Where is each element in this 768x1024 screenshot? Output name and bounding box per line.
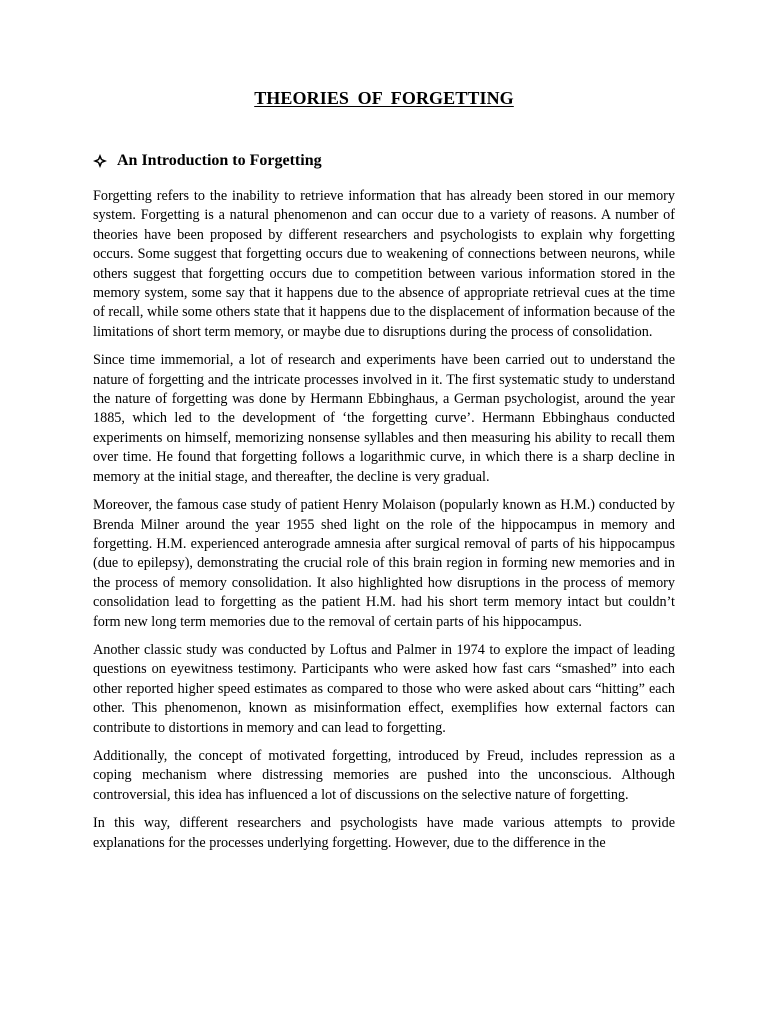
paragraph-intro: Forgetting refers to the inability to retrieve information that has already been stored in our memory system. Forgetting is a natural phenomenon and can occur due to a variety of reasons. A number of theories have been proposed by different researchers and psychologists to explain why forgetting occurs. Some suggest that forgetting occurs due to weakening of connections between neurons, while others suggest that forgetting occurs due to competition between various information stored in the memory system, some say that it happens due to the absence of appropriate retrieval cues at the time of recall, while some others state that it happens due to the displacement of information because of the limitations of short term memory, or maybe due to disruptions during the process of consolidation.	[93, 188, 675, 340]
section-heading-text: An Introduction to Forgetting	[117, 152, 322, 169]
document-body	[93, 187, 675, 862]
paragraph-conclusion: In this way, different researchers and psychologists have made various attempts to provide explanations for the processes underlying forgetting. However, due to the difference in the	[93, 815, 675, 851]
diamond-bullet-icon	[93, 154, 107, 168]
paragraph-loftus-palmer: Another classic study was conducted by Loftus and Palmer in 1974 to explore the impact of leading questions on eyewitness testimony. Participants who were asked how fast cars “smashed” into each other reported higher speed estimates as compared to those who were asked about cars “hitting” each other. This phenomenon, known as misinformation effect, exemplifies how external factors can contribute to distortions in memory and can lead to forgetting.	[93, 641, 675, 736]
document-title: THEORIES OF FORGETTING	[254, 88, 514, 108]
paragraph-molaison: Moreover, the famous case study of patient Henry Molaison (popularly known as H.M.) conducted by Brenda Milner around the year 1955 shed light on the role of the hippocampus in memory and forgetting. H.M. experienced anterograde amnesia after surgical removal of parts of his hippocampus (due to epilepsy), demonstrating the crucial role of this brain region in forming new memories and in the process of memory consolidation. It also highlighted how disruptions in the process of memory consolidation lead to forgetting as the patient H.M. had his short term memory intact but couldn’t form new long term memories due to the removal of certain parts of his hippocampus.	[93, 497, 675, 630]
paragraph-ebbinghaus: Since time immemorial, a lot of research and experiments have been carried out to understand the nature of forgetting and the intricate processes involved in it. The first systematic study to understand the nature of forgetting was done by Hermann Ebbinghaus, a German psychologist, around the year 1885, which led to the development of ‘the forgetting curve’. Hermann Ebbinghaus conducted experiments on himself, memorizing nonsense syllables and then measuring his ability to recall them over time. He found that forgetting follows a logarithmic curve, in which there is a sharp decline in memory at the initial stage, and thereafter, the decline is very gradual.	[93, 352, 675, 485]
paragraph-motivated-forgetting: Additionally, the concept of motivated forgetting, introduced by Freud, includes repression as a coping mechanism where distressing memories are pushed into the unconscious. Although controversial, this idea has influenced a lot of discussions on the selective nature of forgetting.	[93, 747, 675, 803]
section-heading	[93, 152, 322, 170]
